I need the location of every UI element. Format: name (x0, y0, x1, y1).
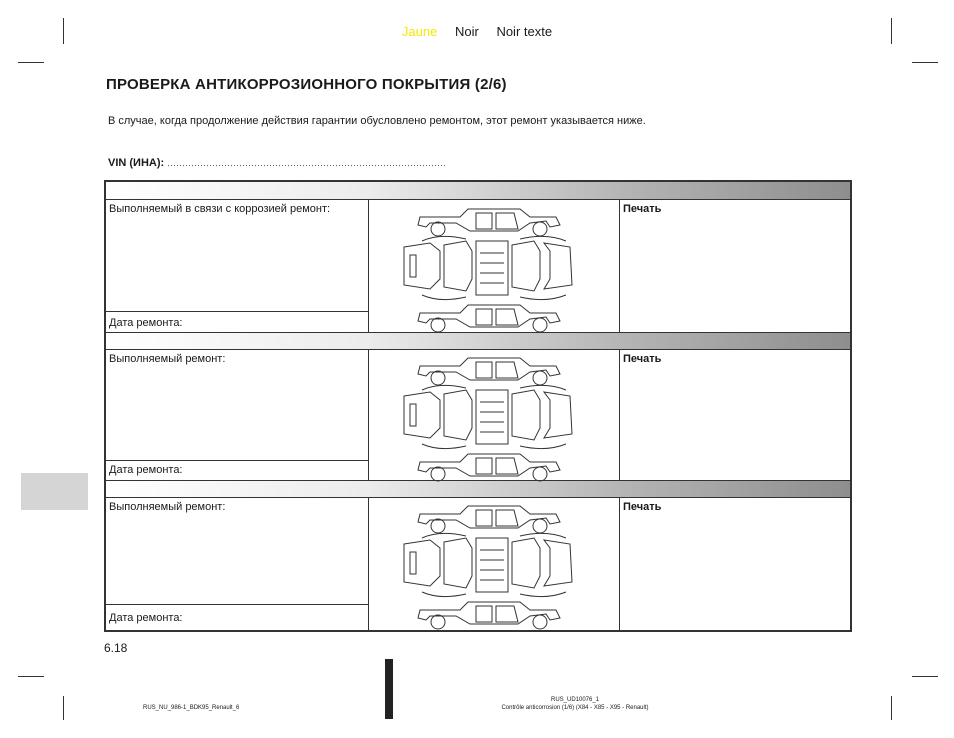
footer-file-id: RUS_NU_986-1_BDK95_Renault_6 (143, 705, 240, 711)
footer-doc-ref (470, 696, 680, 712)
divider (106, 460, 368, 461)
color-label-black: Noir (454, 24, 479, 39)
repair-date-label: Дата ремонта: (109, 612, 183, 624)
car-damage-diagram-icon[interactable] (400, 500, 580, 630)
crop-mark (912, 62, 938, 63)
crop-mark (912, 676, 938, 677)
repair-date-label: Дата ремонта: (109, 317, 183, 329)
crop-mark (18, 676, 44, 677)
divider (619, 498, 620, 632)
divider (619, 350, 620, 480)
page-number: 6.18 (104, 641, 128, 655)
crop-mark (891, 696, 892, 720)
color-label-yellow: Jaune (401, 24, 438, 39)
vin-label: VIN (ИНА): (108, 157, 165, 169)
footer-ref-code: RUS_UD10076_1 (550, 697, 600, 703)
footer-ref-title: Contrôle anticorrosion (1/6) (X84 - X85 - X95 - Renault) (501, 705, 649, 711)
repair-label: Выполняемый в связи с коррозией ремонт: (109, 203, 331, 215)
vin-field[interactable] (108, 157, 446, 169)
chapter-thumb-tab (21, 473, 88, 510)
repair-label: Выполняемый ремонт: (109, 501, 226, 513)
repair-date-label: Дата ремонта: (109, 464, 183, 476)
vin-dotted-line: ............................................................................................. (167, 158, 447, 168)
section-header-band (106, 182, 850, 200)
divider (368, 498, 369, 632)
page-title: ПРОВЕРКА АНТИКОРРОЗИОННОГО ПОКРЫТИЯ (2/6) (106, 76, 507, 93)
repair-label: Выполняемый ремонт: (109, 353, 226, 365)
divider (619, 200, 620, 332)
crop-mark (63, 696, 64, 720)
stamp-label: Печать (623, 203, 662, 215)
registration-bar (385, 659, 393, 719)
divider (368, 350, 369, 480)
divider (106, 311, 368, 312)
stamp-label: Печать (623, 501, 662, 513)
car-damage-diagram-icon[interactable] (400, 203, 580, 333)
car-damage-diagram-icon[interactable] (400, 352, 580, 482)
color-label-black-text: Noir texte (496, 24, 553, 39)
divider (368, 200, 369, 332)
divider (106, 604, 368, 605)
intro-text: В случае, когда продолжение действия гарантии обусловлено ремонтом, этот ремонт указывается ниже. (108, 115, 646, 127)
section-header-band (106, 332, 850, 350)
color-separation-labels (0, 24, 954, 39)
crop-mark (18, 62, 44, 63)
stamp-label: Печать (623, 353, 662, 365)
section-header-band (106, 480, 850, 498)
